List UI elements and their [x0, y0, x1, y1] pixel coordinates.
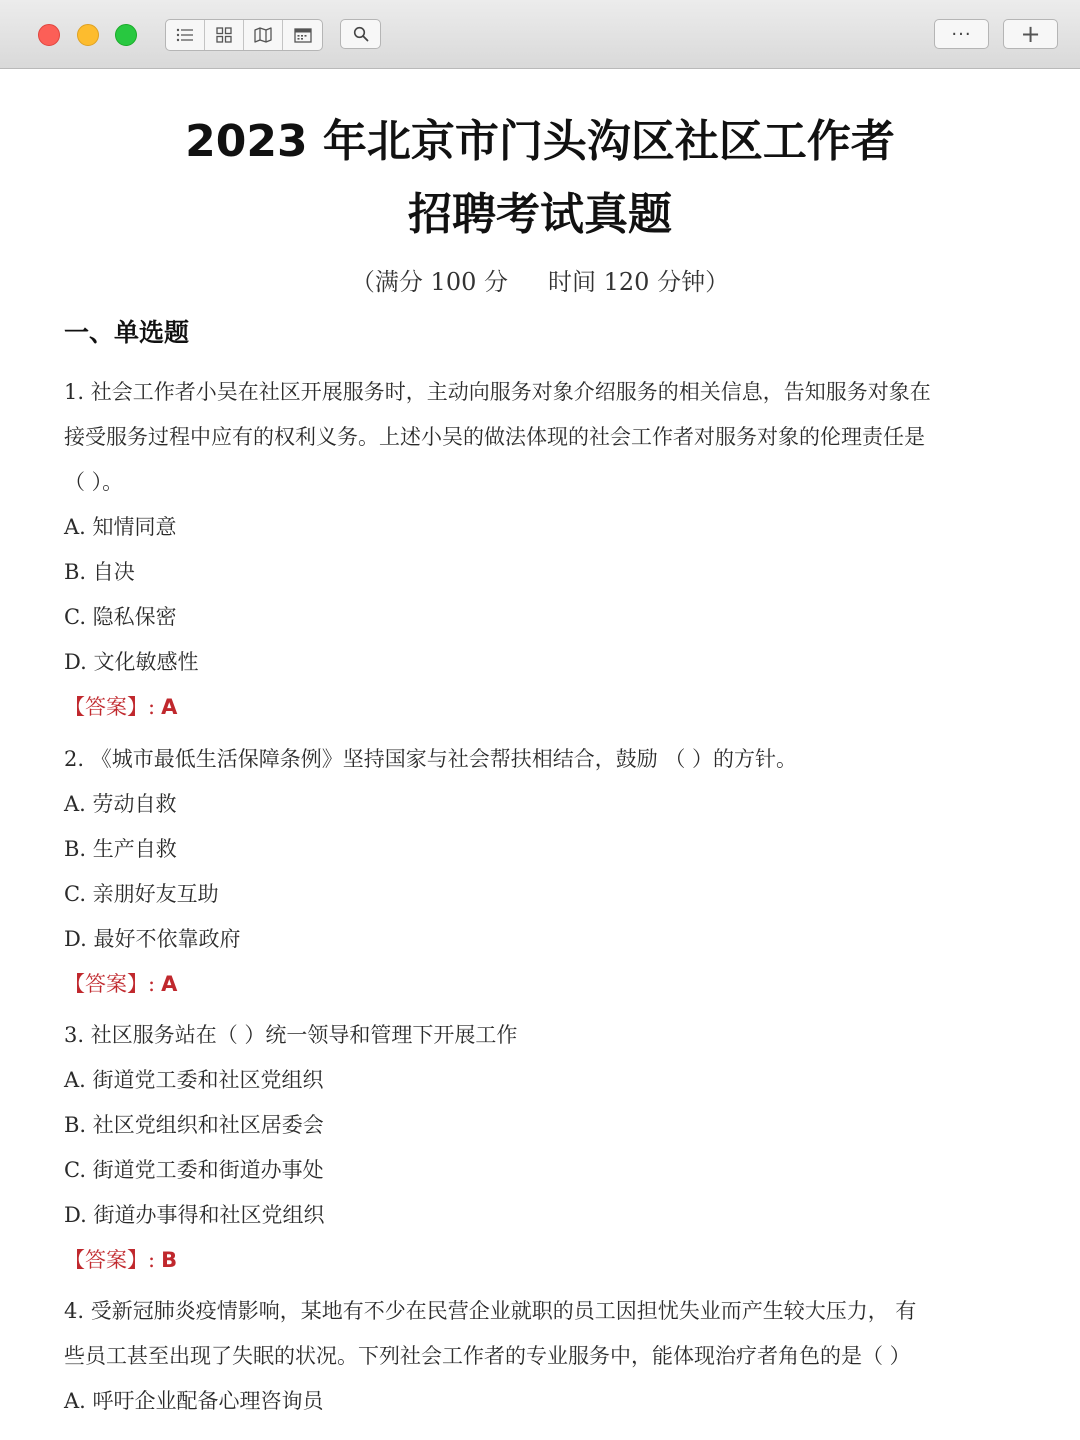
q2-answer-value: A	[161, 972, 178, 996]
list-icon	[176, 28, 194, 42]
q4-text-line2: 些员工甚至出现了失眠的状况。下列社会工作者的专业服务中，能体现治疗者角色的是（ ）	[64, 1344, 911, 1368]
document-page	[0, 70, 1080, 1440]
q1-option-a: A. 知情同意	[64, 515, 177, 539]
list-view-button[interactable]	[166, 20, 205, 50]
grid-view-button[interactable]	[205, 20, 244, 50]
q1-answer-label: 【答案】:	[64, 695, 156, 719]
q1-option-c: C. 隐私保密	[64, 605, 177, 629]
q2-option-d: D. 最好不依靠政府	[64, 927, 241, 951]
add-button[interactable]	[1003, 19, 1058, 49]
search-button[interactable]	[340, 19, 381, 49]
q1-text-line2: 接受服务过程中应有的权利义务。上述小吴的做法体现的社会工作者对服务对象的伦理责任是	[64, 425, 925, 449]
q1-text-line3: （ ）。	[64, 470, 124, 494]
more-options-button[interactable]	[934, 19, 989, 49]
q2-answer-label: 【答案】:	[64, 972, 156, 996]
q2-option-a: A. 劳动自救	[64, 792, 177, 816]
q2-option-c: C. 亲朋好友互助	[64, 882, 219, 906]
q2-answer	[64, 969, 177, 999]
zoom-window-button[interactable]	[115, 24, 137, 46]
map-icon	[254, 27, 272, 43]
q2-text-line1: 2. 《城市最低生活保障条例》坚持国家与社会帮扶相结合，鼓励 （ ）的方针。	[64, 747, 798, 771]
more-label: ···	[951, 23, 972, 45]
q4-text-line1: 4. 受新冠肺炎疫情影响，某地有不少在民营企业就职的员工因担忧失业而产生较大压力， 有	[64, 1299, 917, 1323]
search-icon	[353, 26, 369, 42]
time-note: 时间 120 分钟）	[548, 268, 730, 296]
q1-text-line1: 1. 社会工作者小吴在社区开展服务时，主动向服务对象介绍服务的相关信息，告知服务对象在	[64, 380, 931, 404]
q3-option-d: D. 街道办事得和社区党组织	[64, 1203, 325, 1227]
q1-option-b: B. 自决	[64, 560, 135, 584]
score-note: （满分 100 分	[350, 268, 508, 296]
section-heading: 一、单选题	[64, 318, 190, 347]
q1-answer	[64, 692, 177, 722]
close-window-button[interactable]	[38, 24, 60, 46]
map-view-button[interactable]	[244, 20, 283, 50]
q3-answer	[64, 1245, 177, 1275]
calendar-view-button[interactable]	[283, 20, 322, 50]
q3-option-b: B. 社区党组织和社区居委会	[64, 1113, 324, 1137]
q1-option-d: D. 文化敏感性	[64, 650, 199, 674]
view-mode-segmented-control	[165, 19, 323, 51]
q1-answer-value: A	[161, 695, 178, 719]
q4-option-a: A. 呼吁企业配备心理咨询员	[64, 1389, 324, 1413]
document-title-line1: 2023 年北京市门头沟区社区工作者	[185, 116, 895, 167]
minimize-window-button[interactable]	[77, 24, 99, 46]
document-title-line2: 招聘考试真题	[408, 189, 672, 240]
calendar-icon	[294, 27, 312, 43]
q3-answer-label: 【答案】:	[64, 1248, 156, 1272]
add-label: +	[1020, 20, 1041, 48]
grid-icon	[216, 27, 232, 43]
q2-option-b: B. 生产自救	[64, 837, 177, 861]
exam-info	[0, 266, 1080, 298]
q3-option-a: A. 街道党工委和社区党组织	[64, 1068, 324, 1092]
q3-option-c: C. 街道党工委和街道办事处	[64, 1158, 324, 1182]
q3-text-line1: 3. 社区服务站在（ ）统一领导和管理下开展工作	[64, 1023, 518, 1047]
q3-answer-value: B	[161, 1248, 178, 1272]
window-toolbar	[0, 0, 1080, 69]
